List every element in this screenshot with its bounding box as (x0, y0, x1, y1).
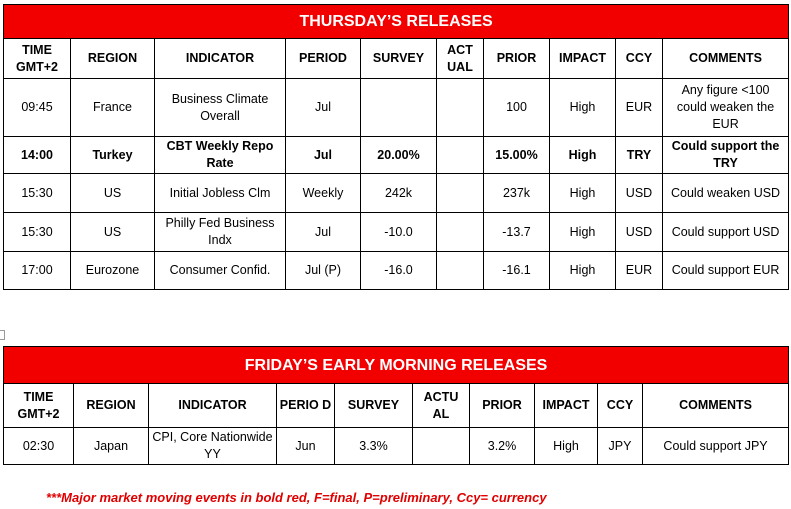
cell-ccy: EUR (616, 252, 663, 290)
cell-comments: Could support EUR (663, 252, 789, 290)
cell-indicator: Philly Fed Business Indx (155, 213, 286, 252)
header-prior: PRIOR (484, 39, 550, 79)
table-row (4, 174, 789, 213)
header-time: TIME GMT+2 (4, 384, 74, 428)
cell-indicator: Business Climate Overall (155, 79, 286, 137)
header-actual: ACT UAL (437, 39, 484, 79)
cell-prior: 3.2% (470, 428, 535, 465)
header-survey: SURVEY (335, 384, 413, 428)
cell-prior: -16.1 (484, 252, 550, 290)
thursday-title: THURSDAY’S RELEASES (4, 5, 789, 39)
cell-survey: -10.0 (361, 213, 437, 252)
header-impact: IMPACT (535, 384, 598, 428)
cell-survey: 3.3% (335, 428, 413, 465)
header-period: PERIOD (286, 39, 361, 79)
header-indicator: INDICATOR (149, 384, 277, 428)
table-row (4, 79, 789, 137)
cell-period: Weekly (286, 174, 361, 213)
cell-prior: 15.00% (484, 137, 550, 174)
cell-period: Jun (277, 428, 335, 465)
cell-actual (437, 174, 484, 213)
cell-actual (437, 137, 484, 174)
cell-prior: 237k (484, 174, 550, 213)
header-survey: SURVEY (361, 39, 437, 79)
header-ccy: CCY (598, 384, 643, 428)
cell-comments: Could support USD (663, 213, 789, 252)
header-region: REGION (71, 39, 155, 79)
cell-actual (437, 252, 484, 290)
cell-impact: High (550, 252, 616, 290)
cell-impact: High (550, 174, 616, 213)
cell-prior: 100 (484, 79, 550, 137)
cell-comments: Could support the TRY (663, 137, 789, 174)
cell-indicator: CBT Weekly Repo Rate (155, 137, 286, 174)
cell-ccy: USD (616, 174, 663, 213)
cell-actual (413, 428, 470, 465)
friday-releases-table (3, 346, 789, 465)
thursday-releases-table (3, 4, 789, 290)
friday-title: FRIDAY’S EARLY MORNING RELEASES (4, 347, 789, 384)
cell-time: 02:30 (4, 428, 74, 465)
header-region: REGION (74, 384, 149, 428)
cell-survey: 242k (361, 174, 437, 213)
footnote: ***Major market moving events in bold red, F=final, P=preliminary, Ccy= currency (46, 490, 547, 505)
header-period: PERIO D (277, 384, 335, 428)
table-row (4, 252, 789, 290)
cell-impact: High (550, 137, 616, 174)
header-time: TIME GMT+2 (4, 39, 71, 79)
cell-impact: High (550, 79, 616, 137)
cell-impact: High (535, 428, 598, 465)
header-comments: COMMENTS (643, 384, 789, 428)
cell-prior: -13.7 (484, 213, 550, 252)
cell-period: Jul (286, 137, 361, 174)
header-prior: PRIOR (470, 384, 535, 428)
cell-actual (437, 213, 484, 252)
cell-survey: 20.00% (361, 137, 437, 174)
header-impact: IMPACT (550, 39, 616, 79)
header-comments: COMMENTS (663, 39, 789, 79)
cell-survey: -16.0 (361, 252, 437, 290)
header-indicator: INDICATOR (155, 39, 286, 79)
paragraph-mark (0, 330, 5, 340)
table-row (4, 137, 789, 174)
cell-time: 15:30 (4, 213, 71, 252)
cell-ccy: EUR (616, 79, 663, 137)
cell-region: Eurozone (71, 252, 155, 290)
cell-region: US (71, 174, 155, 213)
cell-impact: High (550, 213, 616, 252)
cell-ccy: TRY (616, 137, 663, 174)
cell-comments: Any figure <100 could weaken the EUR (663, 79, 789, 137)
cell-survey (361, 79, 437, 137)
table-row (4, 213, 789, 252)
cell-comments: Could support JPY (643, 428, 789, 465)
cell-period: Jul (286, 213, 361, 252)
header-actual: ACTU AL (413, 384, 470, 428)
cell-region: Japan (74, 428, 149, 465)
header-ccy: CCY (616, 39, 663, 79)
cell-indicator: Initial Jobless Clm (155, 174, 286, 213)
table-row (4, 428, 789, 465)
cell-comments: Could weaken USD (663, 174, 789, 213)
cell-time: 17:00 (4, 252, 71, 290)
cell-ccy: USD (616, 213, 663, 252)
cell-time: 15:30 (4, 174, 71, 213)
cell-actual (437, 79, 484, 137)
cell-time: 14:00 (4, 137, 71, 174)
cell-indicator: Consumer Confid. (155, 252, 286, 290)
cell-period: Jul (P) (286, 252, 361, 290)
cell-region: France (71, 79, 155, 137)
cell-period: Jul (286, 79, 361, 137)
cell-time: 09:45 (4, 79, 71, 137)
cell-region: US (71, 213, 155, 252)
cell-indicator: CPI, Core Nationwide YY (149, 428, 277, 465)
cell-ccy: JPY (598, 428, 643, 465)
cell-region: Turkey (71, 137, 155, 174)
